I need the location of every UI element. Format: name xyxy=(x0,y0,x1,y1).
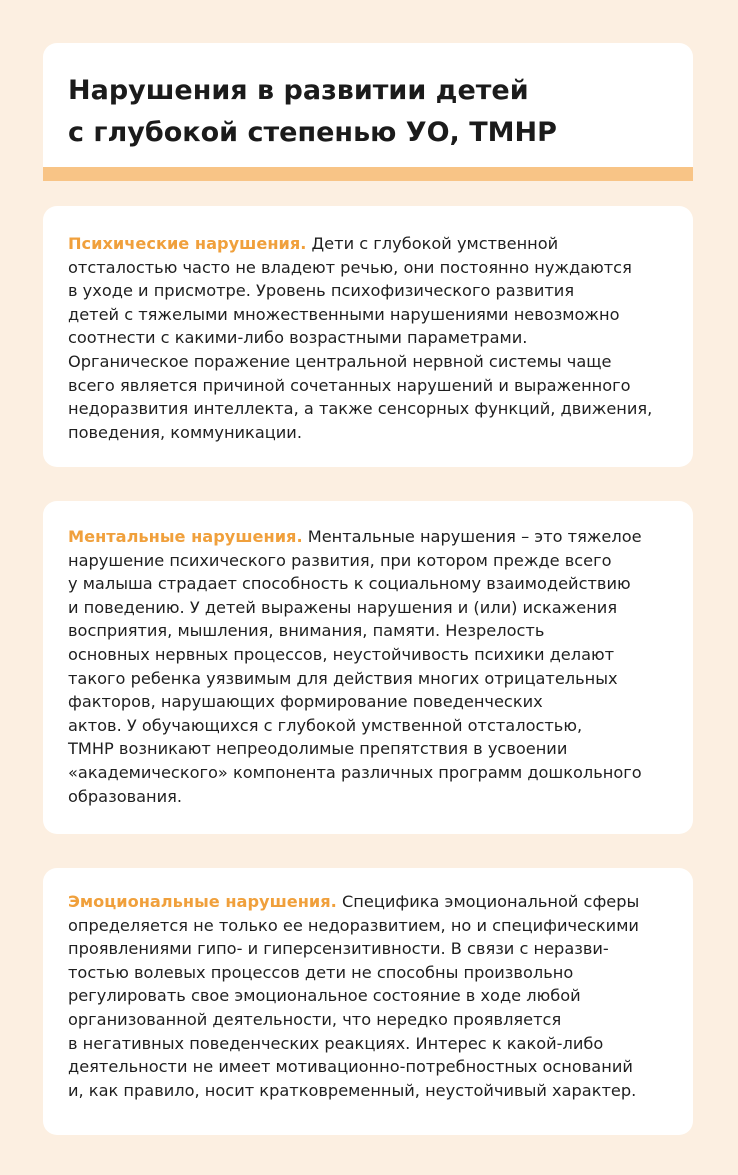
section-line: определяется не только ее недоразвитием, но и специфическими xyxy=(68,915,639,935)
section-first-line-rest: Специфика эмоциональной сферы xyxy=(336,892,640,911)
section-lead: Ментальные нарушения. xyxy=(68,527,303,546)
section-text xyxy=(68,525,677,808)
section-line: и, как правило, носит кратковременный, неустойчивый характер. xyxy=(68,1080,637,1100)
page-title-line-1: Нарушения в развитии детей xyxy=(68,75,529,106)
section-first-line xyxy=(68,525,677,549)
section-lead: Психические нарушения. xyxy=(68,234,307,253)
section-line: деятельности не имеет мотивационно-потребностных оснований xyxy=(68,1057,633,1077)
title-accent-bar xyxy=(43,167,693,181)
section-line: Органическое поражение центральной нервной системы чаще xyxy=(68,351,612,371)
section-line: у малыша страдает способность к социальному взаимодействию xyxy=(68,574,631,594)
section-first-line xyxy=(68,232,677,256)
section-line: основных нервных процессов, неустойчивость психики делают xyxy=(68,644,615,664)
section-text xyxy=(68,890,677,1102)
section-line: и поведению. У детей выражены нарушения и (или) искажения xyxy=(68,597,618,617)
section-line: организованной деятельности, что нередко проявляется xyxy=(68,1009,562,1029)
section-line: «академического» компонента различных программ дошкольного xyxy=(68,762,642,782)
section-first-line xyxy=(68,890,677,914)
section-line: соотнести с какими-либо возрастными параметрами. xyxy=(68,328,528,348)
section-line: недоразвития интеллекта, а также сенсорных функций, движения, xyxy=(68,399,653,419)
section-line: ТМНР возникают непреодолимые препятствия в усвоении xyxy=(68,739,568,759)
section-card-intellectual-disorders xyxy=(43,501,693,834)
section-line: проявлениями гипо- и гиперсензитивности. В связи с неразви- xyxy=(68,939,609,959)
section-line: всего является причиной сочетанных нарушений и выраженного xyxy=(68,375,631,395)
page-title xyxy=(68,70,557,154)
page-title-line-2: с глубокой степенью УО, ТМНР xyxy=(68,117,557,148)
section-line: факторов, нарушающих формирование поведенческих xyxy=(68,692,543,712)
section-card-mental-disorders xyxy=(43,206,693,467)
section-first-line-rest: Дети с глубокой умственной xyxy=(306,234,559,253)
section-line: детей с тяжелыми множественными нарушениями невозможно xyxy=(68,304,620,324)
section-text xyxy=(68,232,677,444)
section-first-line-rest: Ментальные нарушения – это тяжелое xyxy=(302,527,642,546)
section-line: поведения, коммуникации. xyxy=(68,422,302,442)
section-line: в уходе и присмотре. Уровень психофизического развития xyxy=(68,281,575,301)
section-line: отсталостью часто не владеют речью, они постоянно нуждаются xyxy=(68,257,632,277)
section-card-emotional-disorders xyxy=(43,868,693,1135)
section-line: актов. У обучающихся с глубокой умственной отсталостью, xyxy=(68,715,583,735)
section-line: регулировать свое эмоциональное состояние в ходе любой xyxy=(68,986,581,1006)
section-line: образования. xyxy=(68,786,183,806)
section-line: такого ребенка уязвимым для действия многих отрицательных xyxy=(68,668,618,688)
section-line: восприятия, мышления, внимания, памяти. Незрелость xyxy=(68,621,545,641)
section-line: тостью волевых процессов дети не способны произвольно xyxy=(68,962,574,982)
section-lead: Эмоциональные нарушения. xyxy=(68,892,337,911)
section-line: нарушение психического развития, при котором прежде всего xyxy=(68,550,612,570)
title-card xyxy=(43,43,693,181)
section-line: в негативных поведенческих реакциях. Интерес к какой-либо xyxy=(68,1033,604,1053)
